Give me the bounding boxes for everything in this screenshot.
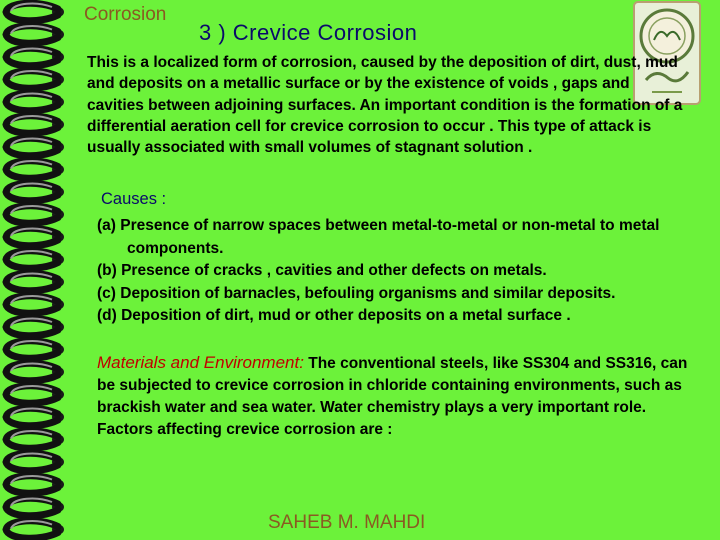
materials-label: Materials and Environment:	[97, 353, 304, 372]
header-label: Corrosion	[84, 4, 167, 25]
spiral-ring	[6, 183, 64, 200]
spiral-ring	[6, 71, 64, 88]
author-footer: SAHEB M. MAHDI	[268, 512, 426, 533]
intro-paragraph: This is a localized form of corrosion, caused by the deposition of dirt, dust, mud and deposits on a metallic surface or by the existence of voids , gaps and cavities between adjoining surfaces. An important condition is the formation of a differential aeration cell for crevice corrosion to occur . This type of attack is usually associated with small volumes of stagnant solution .	[87, 54, 683, 157]
cause-item-d: (d) Deposition of dirt, mud or other deposits on a metal surface .	[97, 307, 571, 324]
spiral-ring	[6, 138, 64, 155]
spiral-ring	[6, 251, 64, 268]
spiral-ring	[6, 206, 64, 223]
spiral-binding	[0, 0, 80, 540]
causes-list	[97, 215, 697, 328]
spiral-ring	[6, 408, 64, 425]
spiral-ring	[6, 453, 64, 470]
spiral-ring	[6, 116, 64, 133]
spiral-ring	[6, 3, 64, 20]
materials-paragraph	[97, 352, 697, 441]
spiral-ring	[6, 386, 64, 403]
spiral-ring	[6, 93, 64, 110]
spiral-ring	[6, 26, 64, 43]
cause-item-b: (b) Presence of cracks , cavities and other defects on metals.	[97, 262, 547, 279]
spiral-ring	[6, 476, 64, 493]
spiral-ring	[6, 363, 64, 380]
materials-text: The conventional steels, like SS304 and SS316, can be subjected to crevice corrosion in chloride containing environments, such as brackish water and sea water. Water chemistry plays a very important role. Factors affecting crevice corrosion are :	[97, 355, 688, 438]
causes-heading: Causes :	[101, 190, 167, 208]
spiral-ring	[6, 228, 64, 245]
spiral-ring	[6, 318, 64, 335]
spiral-ring	[6, 431, 64, 448]
spiral-ring	[6, 498, 64, 515]
spiral-ring	[6, 273, 64, 290]
spiral-ring	[6, 48, 64, 65]
cause-item-a: (a) Presence of narrow spaces between metal-to-metal or non-metal to metal components.	[97, 217, 660, 257]
spiral-ring	[6, 521, 64, 538]
cause-item-c: (c) Deposition of barnacles, befouling organisms and similar deposits.	[97, 284, 616, 302]
spiral-ring	[6, 296, 64, 313]
spiral-ring	[6, 341, 64, 358]
slide-title: 3 ) Crevice Corrosion	[199, 20, 418, 45]
spiral-ring	[6, 161, 64, 178]
